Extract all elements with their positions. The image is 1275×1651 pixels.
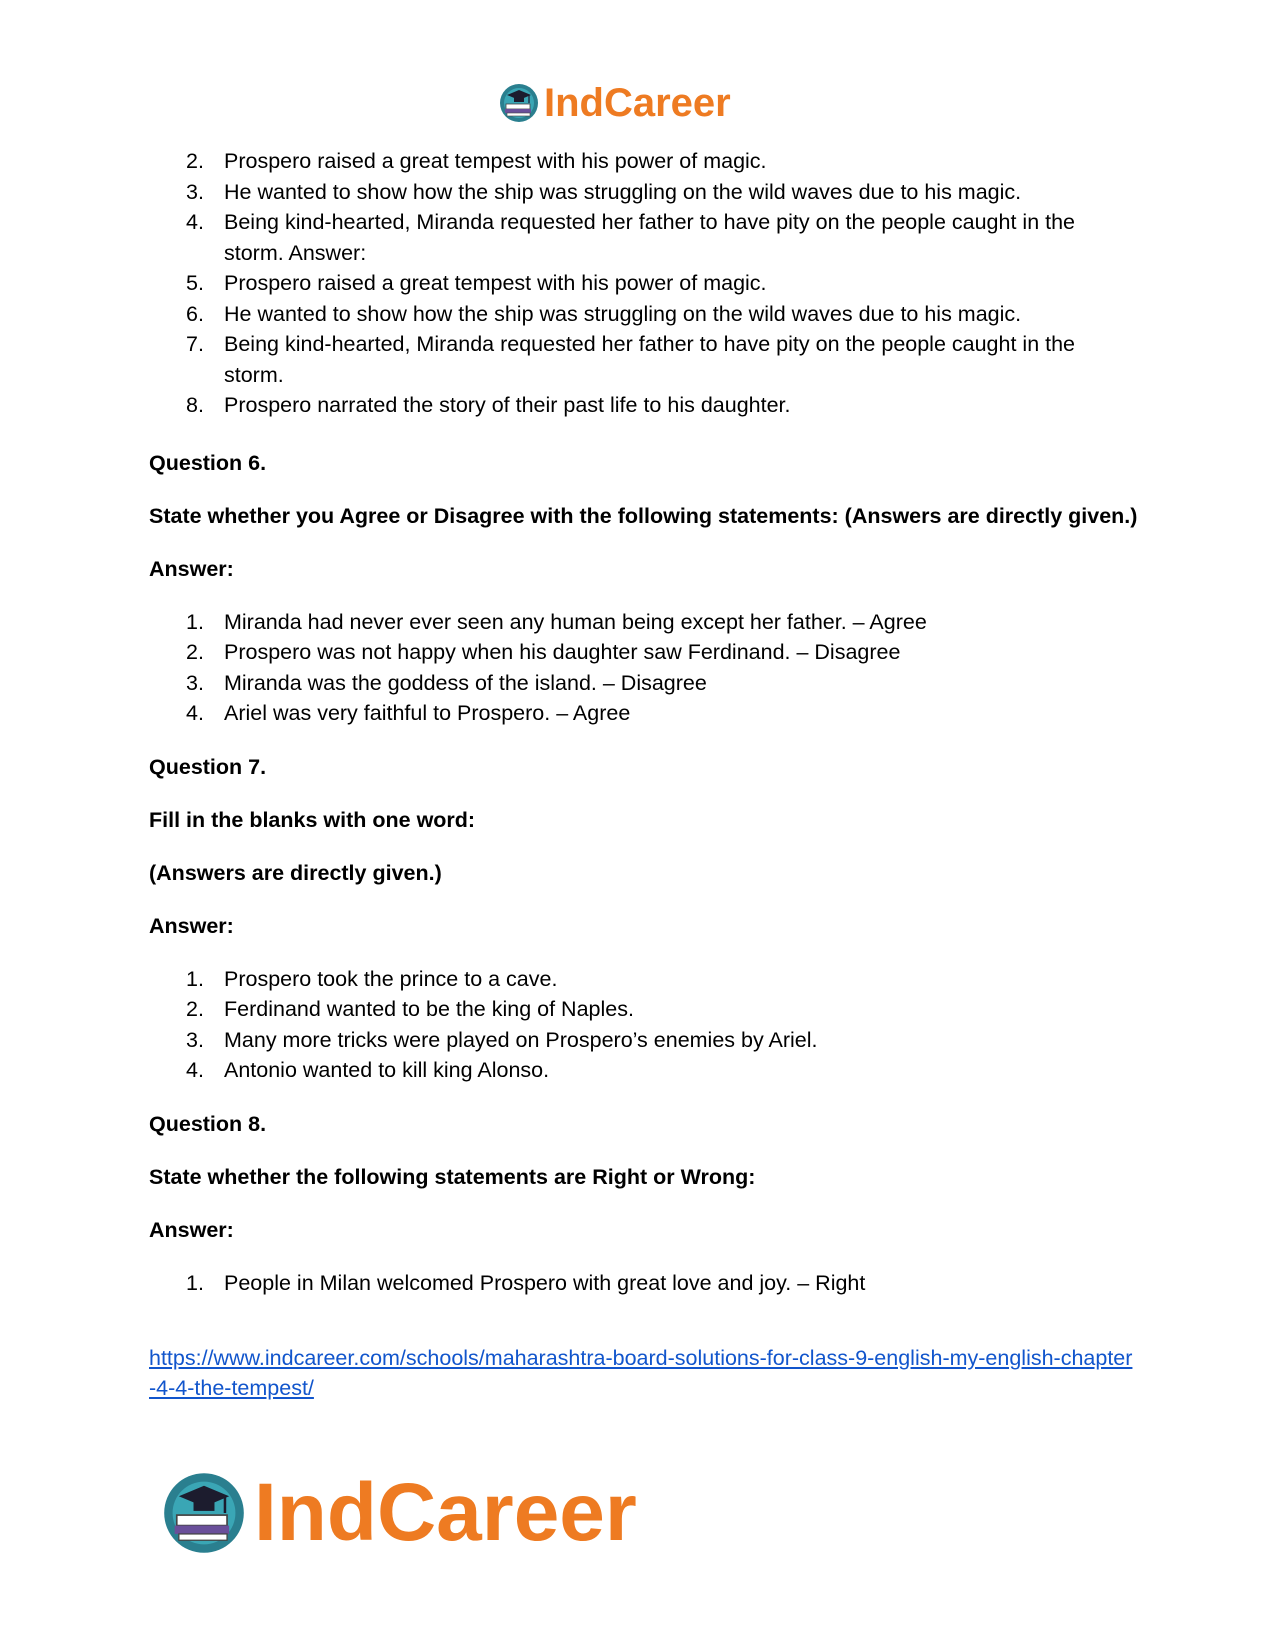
question-7-prompt: Fill in the blanks with one word: <box>149 807 476 832</box>
question-6-prompt: State whether you Agree or Disagree with the following statements: (Answers are directly given.) <box>149 503 1138 528</box>
question-7-note: (Answers are directly given.) <box>149 860 442 885</box>
question-6-title: Question 6. <box>149 450 267 475</box>
list-item: 3. He wanted to show how the ship was struggling on the wild waves due to his magic. <box>186 179 1022 204</box>
list-item: 2. Prospero was not happy when his daughter saw Ferdinand. – Disagree <box>186 640 901 664</box>
question-8-answers <box>149 1268 1149 1299</box>
brand-name: IndCareer <box>544 80 731 125</box>
source-link[interactable]: https://www.indcareer.com/schools/maharashtra-board-solutions-for-class-9-english-my-english-chapter-4-4-the-tempest/ <box>149 1346 1133 1400</box>
question-7-answers <box>149 964 1149 1086</box>
list-item: 1. Prospero took the prince to a cave. <box>186 966 558 991</box>
list-item: 2. Ferdinand wanted to be the king of Naples. <box>186 997 634 1021</box>
footer-logo <box>160 1467 700 1559</box>
question-8-title: Question 8. <box>149 1111 267 1136</box>
graduation-cap-book-icon <box>498 82 540 124</box>
document-body <box>149 146 1149 1403</box>
source-link-block <box>149 1343 1149 1403</box>
list-item: 1. People in Milan welcomed Prospero with great love and joy. – Right <box>186 1270 866 1295</box>
brand-name-footer: IndCareer <box>254 1467 637 1558</box>
list-item: 7. Being kind-hearted, Miranda requested her father to have pity on the people caught in the storm. <box>186 332 1076 387</box>
question-6-answers <box>149 607 1149 729</box>
list-item: 1. Miranda had never ever seen any human being except her father. – Agree <box>186 609 927 634</box>
list-item: 2. Prospero raised a great tempest with his power of magic. <box>186 149 767 173</box>
question-8-answer-label: Answer: <box>149 1217 234 1242</box>
question-7-answer-label: Answer: <box>149 913 234 938</box>
list-item: 5. Prospero raised a great tempest with his power of magic. <box>186 271 767 295</box>
question-7-title: Question 7. <box>149 754 267 779</box>
question-6-answer-label: Answer: <box>149 556 234 581</box>
list-item: 8. Prospero narrated the story of their past life to his daughter. <box>186 393 791 417</box>
list-item: 4. Being kind-hearted, Miranda requested her father to have pity on the people caught in the storm. Answer: <box>186 210 1076 265</box>
header-logo <box>498 79 768 127</box>
list-item: 3. Many more tricks were played on Prospero’s enemies by Ariel. <box>186 1027 818 1052</box>
answer-list-continued <box>149 146 1149 421</box>
list-item: 4. Ariel was very faithful to Prospero. – Agree <box>186 701 631 725</box>
graduation-cap-book-icon <box>160 1469 248 1557</box>
list-item: 6. He wanted to show how the ship was struggling on the wild waves due to his magic. <box>186 301 1022 326</box>
question-8-prompt: State whether the following statements are Right or Wrong: <box>149 1164 756 1189</box>
list-item: 3. Miranda was the goddess of the island. – Disagree <box>186 670 707 695</box>
list-item: 4. Antonio wanted to kill king Alonso. <box>186 1058 550 1082</box>
